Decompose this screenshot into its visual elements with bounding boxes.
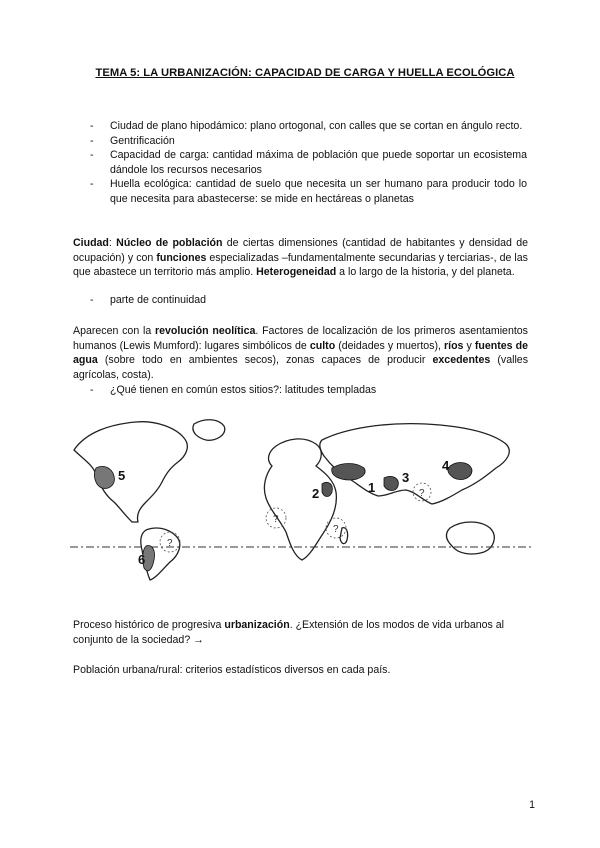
text-run: especializadas –fundamentalmente secundarias y terciarias-, de las que abastece un territorio más amplio. [73,251,528,279]
ciudad-lead: Ciudad [73,237,109,249]
text-run: (sobre todo en ambientes secos), zonas capaces de producir [97,354,433,367]
bold-term: urbanización [224,619,290,631]
text-run: y [463,339,475,352]
region-5-marker [94,466,114,488]
bold-term: excedentes [432,354,491,367]
bold-term: funciones [156,251,207,264]
map-question-mark: ? [333,524,339,535]
map-label-6: 6 [138,552,146,567]
list-item: - Capacidad de carga: cantidad máxima de población que puede soportar un ecosistema dándole los recursos necesarios [90,148,527,177]
bold-term: Heterogeneidad [256,266,337,279]
text-run: . Factores de localización de los primeros asentamientos humanos (Lewis Mumford): lugares simbólicos de [73,325,528,352]
map-question-mark: ? [273,514,279,525]
australia-outline [446,522,494,554]
region-4-marker [448,463,472,480]
map-label-5: 5 [118,468,126,483]
aparecen-list [90,383,527,398]
proceso-paragraph [73,618,531,647]
greenland-outline [193,420,225,441]
map-question-mark: ? [419,488,425,499]
ciudad-list [90,293,527,308]
list-item: - Ciudad de plano hipodámico: plano ortogonal, con calles que se cortan en ángulo recto. [90,119,527,134]
north-america-outline [74,422,187,522]
text-run: Proceso histórico de progresiva [73,619,225,631]
bold-term: Núcleo de población [116,237,223,249]
list-item: - parte de continuidad [90,293,527,308]
bold-term: fuentes de agua [73,339,528,367]
text-run: Aparecen con la [73,325,156,337]
region-1-marker [332,464,365,481]
map-label-4: 4 [442,458,450,473]
madagascar-outline [340,528,348,544]
map-label-3: 3 [402,470,410,485]
list-item: - Huella ecológica: cantidad de suelo que necesita un ser humano para producir todo lo que necesita para abastecerse: se mide en hectáreas o planetas [90,177,527,206]
text-run: (valles agrícolas, costa). [73,354,529,381]
region-2-marker [322,482,332,496]
list-item: - Gentrificación [90,134,527,149]
page-number: 1 [529,799,535,811]
map-label-1: 1 [368,480,376,495]
text-run: (deidades y muertos), [335,339,445,352]
text-run: . ¿Extensión de los modos de vida urbanos al conjunto de la sociedad? → [73,619,505,646]
region-3-marker [384,476,398,490]
map-question-mark: ? [167,538,173,549]
document-title: TEMA 5: LA URBANIZACIÓN: CAPACIDAD DE CARGA Y HUELLA ECOLÓGICA [95,67,515,79]
list-item: - ¿Qué tienen en común estos sitios?: latitudes templadas [90,383,527,398]
text-run: a lo largo de la historia, y del planeta. [336,266,515,279]
text-run: de ciertas dimensiones (cantidad de habitantes y densidad de ocupación) y con [73,237,528,264]
world-map-figure [66,410,536,582]
definitions-list [90,119,527,207]
map-label-2: 2 [312,486,320,501]
bold-term: revolución neolítica [155,325,256,337]
aparecen-paragraph [73,324,528,382]
bold-term: culto [309,339,336,352]
bold-term: ríos [444,339,464,352]
poblacion-paragraph: Población urbana/rural: criterios estadísticos diversos en cada país. [73,664,391,676]
ciudad-paragraph: Ciudad: Núcleo de población de ciertas dimensiones (cantidad de habitantes y densidad de ocupación) y con funciones especializadas –fundamentalmente secundarias y terciarias-, de las que abastece un territorio más amplio. Heterogeneidad a lo largo de la historia, y del planeta. [73,237,528,279]
